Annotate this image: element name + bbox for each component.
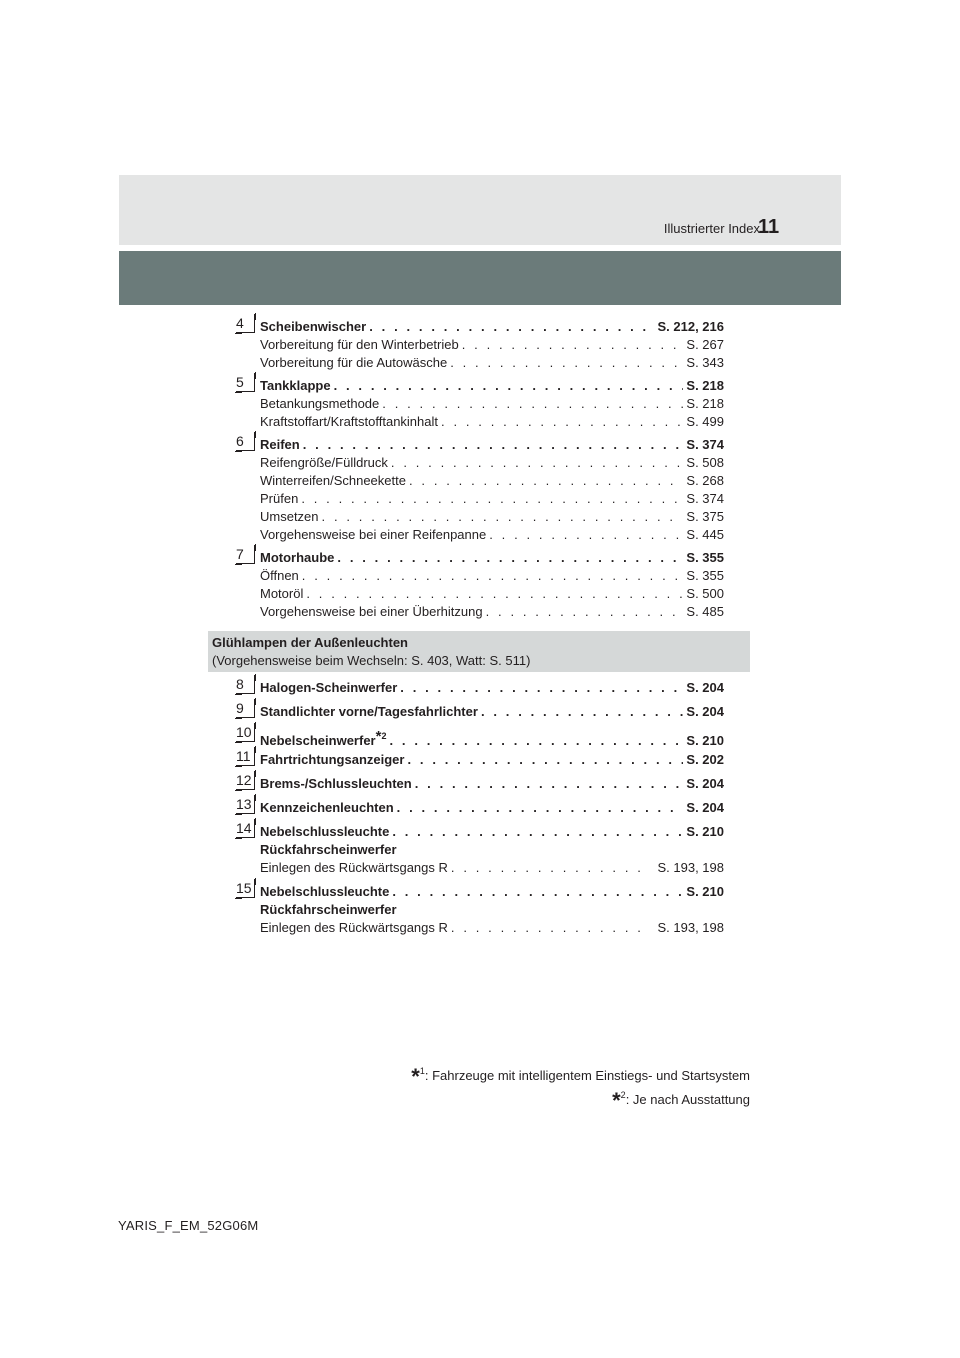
- index-entry: [260, 336, 724, 354]
- entry-label: Vorgehensweise bei einer Reifenpanne: [260, 527, 487, 542]
- index-entry: [260, 751, 724, 769]
- index-group: [236, 676, 724, 697]
- item-number-badge: 8: [236, 675, 255, 694]
- entry-label: Scheibenwischer: [260, 319, 367, 334]
- entry-page-ref: S. 500: [686, 586, 724, 601]
- entry-page-ref: S. 204: [686, 704, 724, 719]
- dot-leader: [451, 919, 646, 937]
- entry-page-ref: S. 212, 216: [657, 319, 724, 334]
- index-entries-top: [236, 315, 724, 626]
- info-box: [208, 631, 750, 672]
- dot-leader: [451, 859, 646, 877]
- item-number-badge: 9: [236, 699, 255, 718]
- entry-label: Einlegen des Rückwärtsgangs R: [260, 860, 448, 875]
- footer-code: YARIS_F_EM_52G06M: [118, 1218, 259, 1233]
- index-entry: [260, 436, 724, 454]
- index-group: [236, 374, 724, 431]
- dot-leader: [382, 395, 683, 413]
- entry-label: Rückfahrscheinwerfer: [260, 842, 397, 857]
- entry-page-ref: S. 204: [686, 776, 724, 791]
- index-entry: [260, 395, 724, 413]
- footnote: *$^2$: Je nach Ausstattung: [612, 1088, 750, 1113]
- index-entry: [260, 567, 724, 585]
- dot-leader: [486, 603, 684, 621]
- entry-label: Vorgehensweise bei einer Überhitzung: [260, 604, 483, 619]
- entry-page-ref: S. 375: [686, 509, 724, 524]
- dot-leader: [302, 567, 684, 585]
- entry-page-ref: S. 210: [686, 884, 724, 899]
- index-entry: [260, 603, 724, 621]
- item-number-badge: 5: [236, 373, 255, 392]
- index-entry: [260, 679, 724, 697]
- index-entry: [260, 919, 724, 937]
- entry-page-ref: S. 218: [686, 396, 724, 411]
- entry-label: Standlichter vorne/Tagesfahrlichter: [260, 704, 478, 719]
- index-entry: [260, 413, 724, 431]
- entry-page-ref: S. 374: [686, 491, 724, 506]
- index-group: [236, 433, 724, 544]
- dot-leader: [400, 679, 683, 697]
- dot-leader: [481, 703, 683, 721]
- entry-label: Motorhaube: [260, 550, 335, 565]
- index-group: [236, 748, 724, 769]
- entry-page-ref: S. 355: [686, 568, 724, 583]
- entry-label: Vorbereitung für den Winterbetrieb: [260, 337, 459, 352]
- page-number: 11: [758, 216, 780, 238]
- entry-page-ref: S. 204: [686, 800, 724, 815]
- index-group: [236, 700, 724, 721]
- info-box-title: Glühlampen der Außenleuchten: [212, 635, 408, 650]
- info-box-subtitle: (Vorgehensweise beim Wechseln: S. 403, Watt: S. 511): [212, 653, 531, 668]
- item-number-badge: 11: [236, 747, 255, 766]
- dot-leader: [337, 549, 683, 567]
- entry-page-ref: S. 202: [686, 752, 724, 767]
- index-entry: [260, 883, 724, 901]
- entry-page-ref: S. 485: [686, 604, 724, 619]
- entry-page-ref: S. 499: [686, 414, 724, 429]
- item-number-badge: 12: [236, 771, 255, 790]
- dot-leader: [407, 751, 683, 769]
- entry-label: Brems-/Schlussleuchten: [260, 776, 412, 791]
- entry-page-ref: S. 218: [686, 378, 724, 393]
- entry-page-ref: S. 355: [686, 550, 724, 565]
- entry-label: Tankklappe: [260, 378, 331, 393]
- entry-label: Einlegen des Rückwärtsgangs R: [260, 920, 448, 935]
- item-number-badge: 13: [236, 795, 255, 814]
- index-entry: [260, 703, 724, 721]
- footnote: *$^1$: Fahrzeuge mit intelligentem Einstiegs- und Startsystem: [411, 1064, 750, 1089]
- entry-page-ref: S. 343: [686, 355, 724, 370]
- index-entry: [260, 727, 724, 745]
- dot-leader: [441, 413, 683, 431]
- entry-label: Halogen-Scheinwerfer: [260, 680, 398, 695]
- index-entries-bottom: [236, 676, 724, 943]
- entry-label: Winterreifen/Schneekette: [260, 473, 406, 488]
- dot-leader: [369, 318, 654, 336]
- entry-page-ref: S. 193, 198: [657, 920, 724, 935]
- index-group: [236, 796, 724, 817]
- item-number-badge: 15: [236, 879, 255, 898]
- entry-label: Betankungsmethode: [260, 396, 380, 411]
- dot-leader: [392, 823, 683, 841]
- item-number-badge: 14: [236, 819, 255, 838]
- index-group: [236, 772, 724, 793]
- entry-label: Öffnen: [260, 568, 299, 583]
- entry-label: Rückfahrscheinwerfer: [260, 902, 397, 917]
- index-group: [236, 880, 724, 937]
- dot-leader: [322, 508, 684, 526]
- index-entry: [260, 775, 724, 793]
- entry-label: Nebelschlussleuchte: [260, 824, 390, 839]
- dot-leader: [391, 454, 684, 472]
- index-entry: [260, 841, 724, 859]
- dot-leader: [397, 799, 684, 817]
- entry-page-ref: S. 508: [686, 455, 724, 470]
- entry-page-ref: S. 193, 198: [657, 860, 724, 875]
- entry-label: Reifengröße/Fülldruck: [260, 455, 388, 470]
- dot-leader: [415, 775, 684, 793]
- dot-leader: [392, 883, 683, 901]
- dot-leader: [303, 436, 684, 454]
- section-title: Illustrierter Index: [663, 221, 760, 236]
- dot-leader: [409, 472, 683, 490]
- entry-page-ref: S. 267: [686, 337, 724, 352]
- entry-label: Vorbereitung für die Autowäsche: [260, 355, 448, 370]
- entry-page-ref: S. 210: [686, 733, 724, 745]
- entry-label: Prüfen: [260, 491, 299, 506]
- entry-label: Kraftstoffart/Kraftstofftankinhalt: [260, 414, 439, 429]
- entry-label: Nebelscheinwerfer$^{*2}$: [260, 728, 387, 745]
- item-number-badge: 10: [236, 723, 255, 742]
- entry-page-ref: S. 268: [686, 473, 724, 488]
- entry-page-ref: S. 445: [686, 527, 724, 542]
- dot-leader: [389, 732, 683, 745]
- entry-label: Nebelschlussleuchte: [260, 884, 390, 899]
- header-bar: [119, 251, 841, 305]
- dot-leader: [450, 354, 683, 372]
- item-number-badge: 4: [236, 314, 255, 333]
- index-entry: [260, 508, 724, 526]
- index-entry: [260, 318, 724, 336]
- dot-leader: [462, 336, 684, 354]
- index-group: [236, 724, 724, 745]
- index-entry: [260, 799, 724, 817]
- dot-leader: [489, 526, 683, 544]
- entry-label: Fahrtrichtungsanzeiger: [260, 752, 405, 767]
- index-entry: [260, 549, 724, 567]
- entry-label: Motoröl: [260, 586, 304, 601]
- entry-page-ref: S. 210: [686, 824, 724, 839]
- index-entry: [260, 823, 724, 841]
- entry-label: Kennzeichenleuchten: [260, 800, 394, 815]
- index-entry: [260, 354, 724, 372]
- index-group: [236, 820, 724, 877]
- index-entry: [260, 585, 724, 603]
- dot-leader: [306, 585, 683, 603]
- entry-page-ref: S. 374: [686, 437, 724, 452]
- entry-label: Reifen: [260, 437, 300, 452]
- index-group: [236, 546, 724, 621]
- index-entry: [260, 490, 724, 508]
- entry-page-ref: S. 204: [686, 680, 724, 695]
- index-entry: [260, 901, 724, 919]
- index-entry: [260, 454, 724, 472]
- dot-leader: [334, 377, 684, 395]
- dot-leader: [301, 490, 683, 508]
- item-number-badge: 6: [236, 432, 255, 451]
- footnotes: [411, 1062, 750, 1113]
- index-entry: [260, 472, 724, 490]
- item-number-badge: 7: [236, 545, 255, 564]
- index-entry: [260, 859, 724, 877]
- index-entry: [260, 377, 724, 395]
- index-group: [236, 315, 724, 372]
- entry-label: Umsetzen: [260, 509, 319, 524]
- index-entry: [260, 526, 724, 544]
